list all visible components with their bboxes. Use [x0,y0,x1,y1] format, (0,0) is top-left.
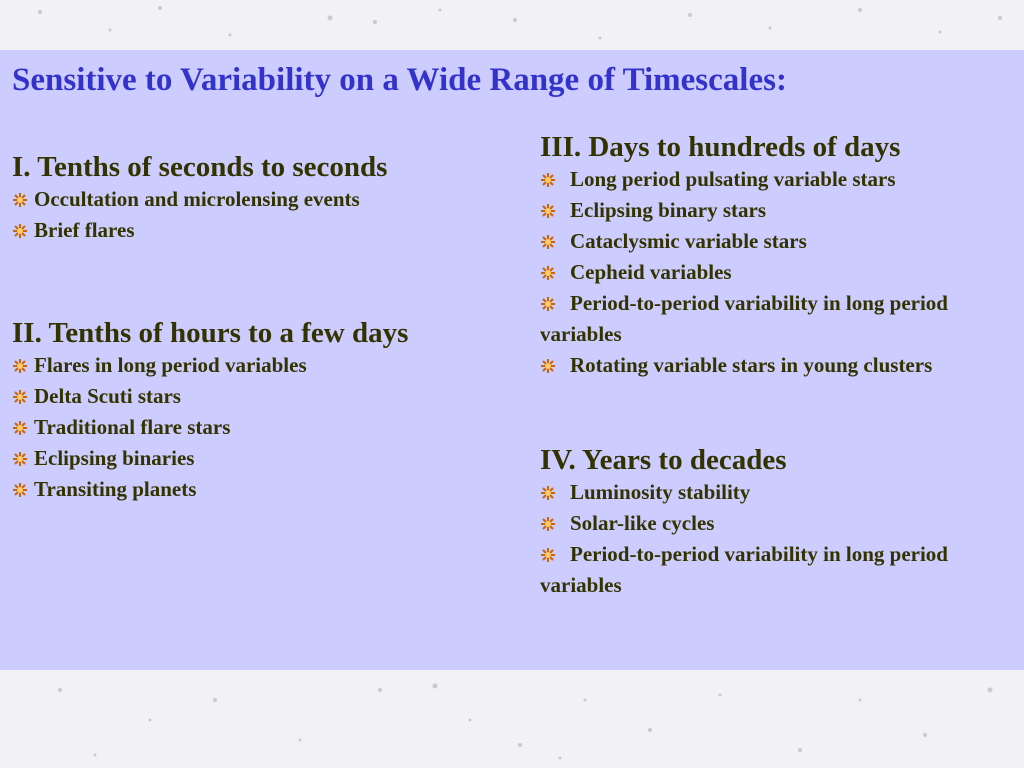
list-item-text: Long period pulsating variable stars [570,167,896,191]
section-heading: II. Tenths of hours to a few days [12,317,409,349]
list-item [540,288,1010,350]
section-days [540,130,1010,381]
item-list [540,477,1010,601]
star-bullet-icon [12,358,28,374]
list-item [540,477,1010,508]
section-seconds [12,150,512,246]
item-list [12,350,512,505]
list-item-text: Occultation and microlensing events [34,187,360,211]
list-item [12,350,512,381]
list-item [12,474,512,505]
star-bullet-icon [12,389,28,405]
list-item [540,350,1010,381]
star-bullet-icon [540,234,556,250]
list-item-text: Traditional flare stars [34,415,231,439]
star-bullet-icon [12,482,28,498]
list-item-text: Cataclysmic variable stars [570,229,807,253]
item-list [540,164,1010,381]
star-bullet-icon [540,203,556,219]
left-column [12,150,512,505]
star-bullet-icon [540,265,556,281]
star-bullet-icon [12,420,28,436]
list-item-text: Cepheid variables [570,260,732,284]
list-item-text: Period-to-period variability in long period variables [540,542,948,597]
list-item [540,195,1010,226]
star-bullet-icon [540,172,556,188]
list-item-text: Solar-like cycles [570,511,715,535]
star-bullet-icon [12,223,28,239]
list-item [12,184,512,215]
star-bullet-icon [12,451,28,467]
list-item-text: Eclipsing binary stars [570,198,767,222]
list-item [12,215,512,246]
list-item-text: Eclipsing binaries [34,446,195,470]
star-bullet-icon [540,296,556,312]
list-item-text: Flares in long period variables [34,353,307,377]
star-bullet-icon [540,547,556,563]
list-item-text: Brief flares [34,218,135,242]
section-hours [12,316,512,505]
list-item-text: Transiting planets [34,477,197,501]
section-heading: I. Tenths of seconds to seconds [12,151,388,183]
list-item-text: Period-to-period variability in long period variables [540,291,948,346]
list-item [540,539,1010,601]
list-item [540,226,1010,257]
star-bullet-icon [540,358,556,374]
list-item [540,164,1010,195]
section-heading: IV. Years to decades [540,444,787,476]
list-item [540,257,1010,288]
list-item-text: Rotating variable stars in young clusters [570,353,933,377]
item-list [12,184,512,246]
list-item-text: Luminosity stability [570,480,751,504]
star-bullet-icon [12,192,28,208]
slide-title: Sensitive to Variability on a Wide Range of Timescales: [12,62,787,98]
list-item-text: Delta Scuti stars [34,384,181,408]
star-bullet-icon [540,516,556,532]
list-item [12,381,512,412]
section-heading: III. Days to hundreds of days [540,131,901,163]
list-item [12,412,512,443]
star-bullet-icon [540,485,556,501]
right-column [540,130,1010,601]
section-years [540,443,1010,601]
list-item [540,508,1010,539]
list-item [12,443,512,474]
